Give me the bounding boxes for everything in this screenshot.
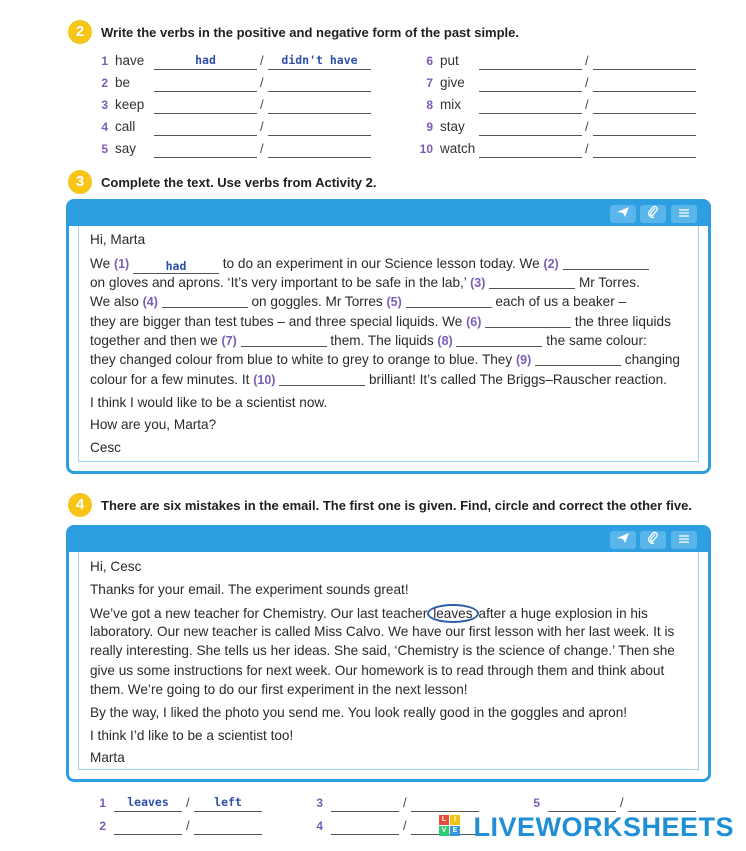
item-number: 3 <box>101 98 108 112</box>
negative-input[interactable] <box>593 74 696 92</box>
exercise-instruction: Complete the text. Use verbs from Activity 2. <box>101 175 377 190</box>
item-number: 5 <box>101 142 108 156</box>
item-number: 6 <box>426 54 433 68</box>
verb-row <box>405 140 705 160</box>
verb-row <box>405 74 705 94</box>
text-line: Thanks for your email. The experiment sounds great! <box>90 582 409 597</box>
answer-row <box>100 795 270 815</box>
gap-input[interactable] <box>406 294 492 308</box>
positive-input[interactable]: had <box>154 52 257 70</box>
text-line: laboratory. Our new teacher is called Miss Calvo. We have our first lesson with her last week. It is <box>90 624 675 639</box>
text-line: I think I would like to be a scientist now. <box>90 395 328 410</box>
item-number: 2 <box>101 76 108 90</box>
slash-separator: / <box>403 818 407 833</box>
gap-input[interactable] <box>279 372 365 386</box>
item-number: 8 <box>426 98 433 112</box>
negative-input[interactable] <box>593 52 696 70</box>
positive-input[interactable] <box>479 52 582 70</box>
verb-row <box>80 118 380 138</box>
email-signature: Cesc <box>90 440 121 455</box>
positive-input[interactable] <box>154 140 257 158</box>
slash-separator: / <box>585 75 589 90</box>
base-verb: keep <box>115 97 145 112</box>
email-toolbar <box>69 202 708 226</box>
base-verb: be <box>115 75 131 90</box>
gap-input[interactable] <box>485 314 571 328</box>
text-line: on gloves and aprons. ‘It’s very important to be safe in the lab,’ (3) Mr Torres. <box>90 275 640 290</box>
email-greeting: Hi, Marta <box>90 232 146 247</box>
negative-input[interactable] <box>593 96 696 114</box>
email-toolbar <box>69 528 708 552</box>
attach-icon[interactable] <box>640 531 666 549</box>
positive-input[interactable] <box>479 74 582 92</box>
negative-input[interactable] <box>268 96 371 114</box>
exercise-number-badge: 4 <box>68 493 92 517</box>
negative-input[interactable] <box>593 140 696 158</box>
verb-row <box>80 140 380 160</box>
negative-input[interactable]: didn't have <box>268 52 371 70</box>
menu-icon[interactable] <box>671 205 697 223</box>
base-verb: call <box>115 119 136 134</box>
text-line: give us some instructions for next week. Our homework is to read through them and think about <box>90 663 665 678</box>
text-line: We also (4) on goggles. Mr Torres (5) each of us a beaker – <box>90 294 627 309</box>
base-verb: stay <box>440 119 465 134</box>
slash-separator: / <box>585 53 589 68</box>
liveworksheets-logo-icon: L I V E <box>439 815 461 837</box>
mistake-input[interactable] <box>331 795 399 812</box>
text-line: I think I’d like to be a scientist too! <box>90 728 294 743</box>
positive-input[interactable] <box>154 118 257 136</box>
base-verb: have <box>115 53 145 68</box>
gap-input[interactable] <box>535 352 621 366</box>
item-number: 1 <box>99 796 106 810</box>
positive-input[interactable] <box>154 74 257 92</box>
mistake-input[interactable] <box>114 818 182 835</box>
slash-separator: / <box>260 119 264 134</box>
text-line: colour for a few minutes. It (10) brilliant! It’s called The Briggs–Rauscher reaction. <box>90 372 667 387</box>
answer-row <box>317 818 487 838</box>
text-line: they are bigger than test tubes – and three special liquids. We (6) the three liquids <box>90 314 671 329</box>
answer-row <box>317 795 487 815</box>
positive-input[interactable] <box>154 96 257 114</box>
slash-separator: / <box>260 75 264 90</box>
text-line: they changed colour from blue to white to grey to orange to blue. They (9) changing <box>90 352 680 367</box>
exercise-number-badge: 3 <box>68 170 92 194</box>
gap-input[interactable] <box>162 294 248 308</box>
text-line: together and then we (7) them. The liquids (8) the same colour: <box>90 333 647 348</box>
verb-row <box>405 52 705 72</box>
positive-input[interactable] <box>479 140 582 158</box>
item-number: 3 <box>316 796 323 810</box>
verb-row <box>405 118 705 138</box>
attach-icon[interactable] <box>640 205 666 223</box>
item-number: 5 <box>533 796 540 810</box>
gap-input[interactable]: had <box>133 260 219 274</box>
item-number: 1 <box>101 54 108 68</box>
slash-separator: / <box>620 795 624 810</box>
exercise-instruction: There are six mistakes in the email. The first one is given. Find, circle and correct the other five. <box>101 498 692 513</box>
slash-separator: / <box>260 141 264 156</box>
slash-separator: / <box>403 795 407 810</box>
answer-row <box>100 818 270 838</box>
liveworksheets-brand: LIVEWORKSHEETS <box>473 812 734 842</box>
mistake-input[interactable]: leaves <box>114 795 182 812</box>
correction-input[interactable] <box>411 795 479 812</box>
text-line: We’ve got a new teacher for Chemistry. Our last teacher leaves after a huge explosion in his <box>90 606 648 621</box>
text-line: We (1) had to do an experiment in our Science lesson today. We (2) <box>90 256 649 274</box>
verb-row <box>80 96 380 116</box>
item-number: 9 <box>426 120 433 134</box>
item-number: 4 <box>316 819 323 833</box>
verb-row <box>80 52 380 72</box>
email-signature: Marta <box>90 750 125 765</box>
base-verb: say <box>115 141 137 156</box>
correction-input[interactable] <box>628 795 696 812</box>
text-line: really interesting. She tells us her ideas. She said, ‘Chemistry is the science of change.’ Then she <box>90 643 675 658</box>
verb-row <box>405 96 705 116</box>
slash-separator: / <box>585 141 589 156</box>
gap-input[interactable] <box>489 275 575 289</box>
circled-mistake[interactable]: leaves <box>427 604 478 623</box>
item-number: 2 <box>99 819 106 833</box>
item-number: 4 <box>101 120 108 134</box>
base-verb: put <box>440 53 459 68</box>
base-verb: watch <box>440 141 476 156</box>
item-number: 10 <box>419 142 433 156</box>
mistake-input[interactable] <box>331 818 399 835</box>
slash-separator: / <box>260 53 264 68</box>
text-line: By the way, I liked the photo you send me. You look really good in the goggles and apron! <box>90 705 628 720</box>
negative-input[interactable] <box>268 118 371 136</box>
slash-separator: / <box>186 818 190 833</box>
slash-separator: / <box>585 119 589 134</box>
text-line: them. We’re going to do our first experiment in the next lesson! <box>90 682 468 697</box>
base-verb: give <box>440 75 465 90</box>
send-icon[interactable] <box>610 531 636 549</box>
exercise-instruction: Write the verbs in the positive and negative form of the past simple. <box>101 25 520 40</box>
correction-input[interactable] <box>194 818 262 835</box>
slash-separator: / <box>260 97 264 112</box>
exercise-number-badge: 2 <box>68 20 92 44</box>
gap-input[interactable] <box>241 333 327 347</box>
item-number: 7 <box>426 76 433 90</box>
positive-input[interactable] <box>479 118 582 136</box>
send-icon[interactable] <box>610 205 636 223</box>
correction-input[interactable]: left <box>194 795 262 812</box>
negative-input[interactable] <box>268 74 371 92</box>
base-verb: mix <box>440 97 461 112</box>
verb-row <box>80 74 380 94</box>
negative-input[interactable] <box>268 140 371 158</box>
slash-separator: / <box>186 795 190 810</box>
email-greeting: Hi, Cesc <box>90 559 142 574</box>
gap-input[interactable] <box>563 256 649 270</box>
positive-input[interactable] <box>479 96 582 114</box>
negative-input[interactable] <box>593 118 696 136</box>
gap-input[interactable] <box>456 333 542 347</box>
menu-icon[interactable] <box>671 531 697 549</box>
slash-separator: / <box>585 97 589 112</box>
mistake-input[interactable] <box>548 795 616 812</box>
text-line: How are you, Marta? <box>90 417 217 432</box>
